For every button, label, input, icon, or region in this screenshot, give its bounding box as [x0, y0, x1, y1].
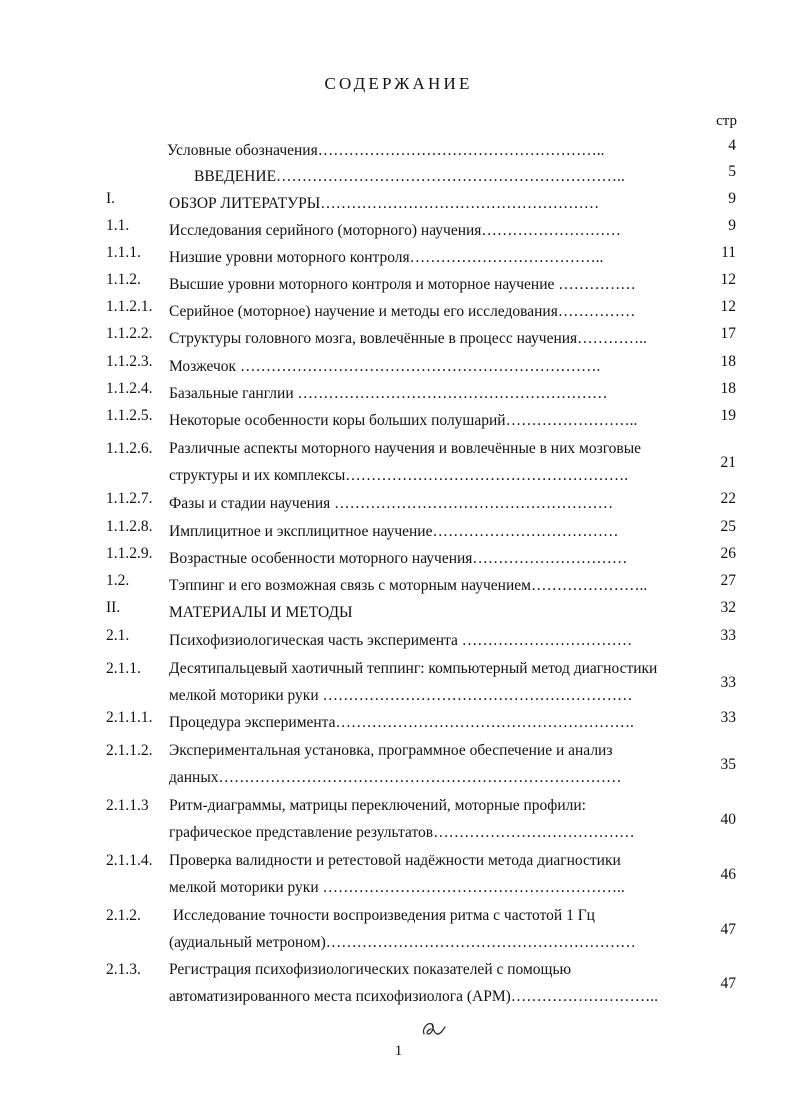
toc-entry-title: Исследование точности воспроизведения ритма с частотой 1 Гц (аудиальный метроном)…………………………………………………… — [169, 907, 636, 951]
toc-entry-page: 18 — [720, 380, 736, 397]
toc-entry-title: Базальные ганглии …………………………………………………… — [169, 385, 608, 402]
toc-entry-number: 1.2. — [106, 572, 130, 589]
toc-entry-number: 2.1. — [106, 627, 130, 644]
page-number: 1 — [394, 1043, 403, 1059]
toc-entry-title: Регистрация психофизиологических показателей с помощью автоматизированного места психофизиолога (АРМ)……………………….. — [169, 961, 659, 1005]
toc-entry-page: 27 — [720, 572, 736, 589]
toc-entry-title: Высшие уровни моторного контроля и моторное научение …………… — [169, 276, 636, 293]
toc-entry-page: 21 — [720, 454, 736, 471]
toc-entry-title: Мозжечок ……………………………………………………………. — [169, 358, 601, 375]
toc-entry-number: 1.1.2.1. — [106, 298, 153, 315]
pages-column-header: стр — [716, 113, 737, 129]
toc-entry-title: Имплицитное и эксплицитное научение……………………………… — [169, 523, 619, 540]
toc-entry-page: 17 — [720, 325, 736, 342]
toc-entry-page: 9 — [728, 217, 736, 234]
toc-entry-number: 1.1.2.9. — [106, 545, 153, 562]
toc-entry-number: 1.1.2.7. — [106, 490, 153, 507]
toc-entry-number: 2.1.3. — [106, 961, 141, 978]
toc-entry-title: Психофизиологическая часть эксперимента …………………………… — [169, 632, 633, 649]
toc-entry-page: 25 — [720, 518, 736, 535]
toc-entry-page: 33 — [720, 709, 736, 726]
toc-entry-page: 40 — [720, 811, 736, 828]
toc-entry-page: 12 — [720, 298, 736, 315]
toc-entry-page: 9 — [728, 190, 736, 207]
toc-entry-title: Фазы и стадии научения ……………………………………………… — [169, 495, 614, 512]
toc-entry-number: 1.1.1. — [106, 244, 141, 261]
toc-entry-page: 18 — [720, 353, 736, 370]
toc-entry-number: 2.1.1.1. — [106, 709, 153, 726]
toc-entry-title: Проверка валидности и ретестовой надёжности метода диагностики мелкой моторики руки ………………………………………………….. — [169, 852, 625, 896]
toc-entry-title: ВВЕДЕНИЕ………………………………………………………….. — [194, 168, 625, 185]
toc-entry-number: 2.1.2. — [106, 907, 141, 924]
toc-entry-page: 32 — [720, 599, 736, 616]
toc-entry-title: Низшие уровни моторного контроля……………………………….. — [169, 249, 604, 266]
toc-entry-number: 1.1. — [106, 217, 130, 234]
toc-entry-number: 2.1.1.4. — [106, 852, 153, 869]
toc-entry-number: II. — [106, 599, 121, 616]
toc-entry-title: Различные аспекты моторного научения и вовлечённые в них мозговые структуры и их комплексы………………………………………………. — [169, 440, 642, 484]
toc-entry-number: 1.1.2.5. — [106, 407, 153, 424]
toc-entry-number: 1.1.2.2. — [106, 325, 153, 342]
toc-entry-title: Процедура эксперимента…………………………………………………. — [169, 714, 634, 731]
toc-entry-title: Ритм-диаграммы, матрицы переключений, моторные профили: графическое представление результатов………………………………… — [169, 797, 635, 841]
toc-entry-page: 33 — [720, 674, 736, 691]
toc-entry-number: 1.1.2.6. — [106, 440, 153, 457]
toc-entry-page: 5 — [728, 163, 736, 180]
page-title: СОДЕРЖАНИЕ — [324, 74, 473, 93]
toc-entry-number: 1.1.2.3. — [106, 353, 153, 370]
toc-entry-number: 1.1.2.8. — [106, 518, 153, 535]
toc-entry-number: 2.1.1.2. — [106, 742, 153, 759]
toc-entry-page: 26 — [720, 545, 736, 562]
handwritten-signature — [418, 1016, 448, 1042]
toc-entry-number: 2.1.1. — [106, 660, 141, 677]
toc-entry-number: 1.1.2.4. — [106, 380, 153, 397]
toc-entry-title: Серийное (моторное) научение и методы его исследования…………… — [169, 303, 636, 320]
toc-entry-title: Структуры головного мозга, вовлечённые в процесс научения………….. — [169, 330, 647, 347]
toc-entry-page: 46 — [720, 866, 736, 883]
toc-entry-page: 19 — [720, 407, 736, 424]
toc-entry-title: ОБЗОР ЛИТЕРАТУРЫ……………………………………………… — [169, 195, 600, 212]
toc-entry-number: 1.1.2. — [106, 271, 141, 288]
toc-entry-page: 33 — [720, 627, 736, 644]
toc-entry-number: I. — [106, 190, 116, 207]
toc-entry-title: Условные обозначения……………………………………………….. — [167, 142, 605, 159]
toc-entry-title: Экспериментальная установка, программное обеспечение и анализ данных…………………………………………………………………… — [169, 742, 622, 786]
toc-entry-page: 4 — [728, 137, 736, 154]
toc-entry-title: Тэппинг и его возможная связь с моторным научением………………….. — [169, 577, 648, 594]
toc-entry-page: 47 — [720, 921, 736, 938]
toc-entry-page: 35 — [720, 756, 736, 773]
toc-entry-number: 2.1.1.3 — [106, 797, 149, 814]
toc-entry-title: Десятипальцевый хаотичный теппинг: компьютерный метод диагностики мелкой моторики руки …………………………………………………… — [169, 660, 658, 704]
toc-entry-title: Возрастные особенности моторного научения………………………… — [169, 550, 628, 567]
toc-entry-page: 11 — [721, 244, 736, 261]
toc-entry-title: МАТЕРИАЛЫ И МЕТОДЫ — [169, 604, 353, 621]
toc-entry-title: Исследования серийного (моторного) научения……………………… — [169, 222, 621, 239]
toc-entry-title: Некоторые особенности коры больших полушарий…………………….. — [169, 412, 638, 429]
toc-entry-page: 12 — [720, 271, 736, 288]
toc-entry-page: 47 — [720, 975, 736, 992]
toc-entry-page: 22 — [720, 490, 736, 507]
